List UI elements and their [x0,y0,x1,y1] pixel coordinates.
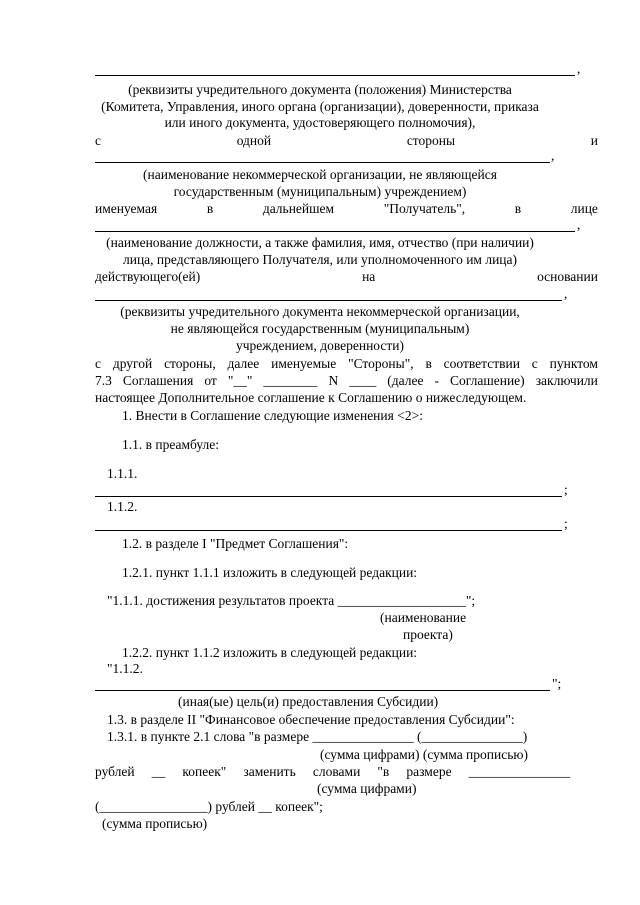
word: __ [151,764,166,779]
blank-line [95,530,562,531]
clause: 1.2.1. пункт 1.1.1 изложить в следующей редакции: [122,565,418,580]
word: - [434,373,439,388]
word: Соглашение) [450,373,525,388]
word: далее [227,356,260,371]
blank-line [95,162,550,163]
word: дальнейшем [262,201,335,216]
clause: 1. Внести в Соглашение следующие изменения <2>: [122,408,423,423]
quote-line: "1.1.1. достижения результатов проекта ___________________"; [107,593,476,608]
justified-line [95,764,570,780]
clause: 1.2. в разделе I "Предмет Соглашения": [122,536,349,551]
caption: (сумма цифрами) [317,781,417,796]
quote-line: "1.1.2. [107,661,143,676]
punctuation: , [577,61,581,76]
word: заменить [243,764,296,779]
word: на [362,269,376,284]
blank-line [95,75,575,76]
word: N [328,373,339,388]
text-line: (________________) рублей __ копеек"; [95,799,323,814]
clause: 1.1. в преамбуле: [122,437,220,452]
word: "__" [227,373,253,388]
caption: государственным (муниципальным) учреждением) [173,184,467,199]
word: "Стороны", [348,356,414,371]
word: _______________ [468,764,570,779]
word: с [531,356,538,371]
punctuation: , [551,148,555,163]
caption: (наименование [380,610,467,625]
clause: 1.1.2. [107,499,138,514]
punctuation: ; [564,482,568,497]
word: (далее [387,373,424,388]
caption: (иная(ые) цель(и) предоставления Субсидии) [178,694,439,709]
punctuation: , [564,286,568,301]
word: лице [570,201,598,216]
clause: 1.2.2. пункт 1.1.2 изложить в следующей редакции: [122,645,418,660]
word: в [514,201,522,216]
word: действующего(ей) [95,269,201,284]
word: стороны [406,133,456,148]
caption: (наименование должности, а также фамилия, имя, отчество (при наличии) [106,235,534,250]
punctuation: , [577,217,581,232]
caption: не являющейся государственным (муниципальным) [170,321,470,336]
word: с [95,133,101,148]
word: пунктом [549,356,598,371]
word: и [590,133,598,148]
word: словами [312,764,361,779]
punctuation: "; [552,676,562,691]
blank-line [95,231,575,232]
word: 7.3 [95,373,112,388]
word: стороны, [164,356,216,371]
justified-line [95,373,598,389]
caption: (сумма прописью) [102,816,208,831]
word: заключили [535,373,598,388]
caption: (Комитета, Управления, иного органа (организации), доверенности, приказа [101,99,539,114]
caption: (реквизиты учредительного документа некоммерческой организации, [120,304,520,319]
caption: (наименование некоммерческой организации, не являющейся [143,167,497,182]
justified-line [95,269,598,285]
word: "Получатель", [383,201,466,216]
word: основании [537,269,598,284]
caption: (сумма цифрами) (сумма прописью) [320,747,528,762]
caption: или иного документа, удостоверяющего полномочия), [164,115,476,130]
text-line: настоящее Дополнительное соглашение к Соглашению о нижеследующем. [95,390,527,405]
word: рублей [95,764,135,779]
punctuation: ; [564,516,568,531]
caption: лица, представляющего Получателя, или уполномоченного им лица) [122,252,518,267]
justified-line [95,356,598,372]
word: "в [377,764,390,779]
blank-line [95,496,562,497]
word: соответствии [443,356,520,371]
word: ________ [263,373,318,388]
word: Соглашения [122,373,194,388]
word: размере [406,764,452,779]
word: ____ [349,373,377,388]
caption: учреждением, доверенности) [236,338,404,353]
word: в [206,201,214,216]
blank-line [95,300,562,301]
clause: 1.3.1. в пункте 2.1 слова "в размере _______________ (_______________) [107,729,528,744]
word: именуемые [271,356,337,371]
word: с [95,356,101,371]
clause: 1.3. в разделе II "Финансовое обеспечение предоставления Субсидии": [107,712,515,727]
justified-line [95,201,598,217]
word: от [204,373,217,388]
caption: проекта) [403,627,453,642]
justified-line [95,133,598,149]
word: копеек" [182,764,227,779]
word: именуемая [95,201,158,216]
blank-line [95,690,550,691]
word: в [425,356,432,371]
word: одной [236,133,272,148]
caption: (реквизиты учредительного документа (положения) Министерства [128,82,512,97]
clause: 1.1.1. [107,466,138,481]
word: другой [112,356,153,371]
